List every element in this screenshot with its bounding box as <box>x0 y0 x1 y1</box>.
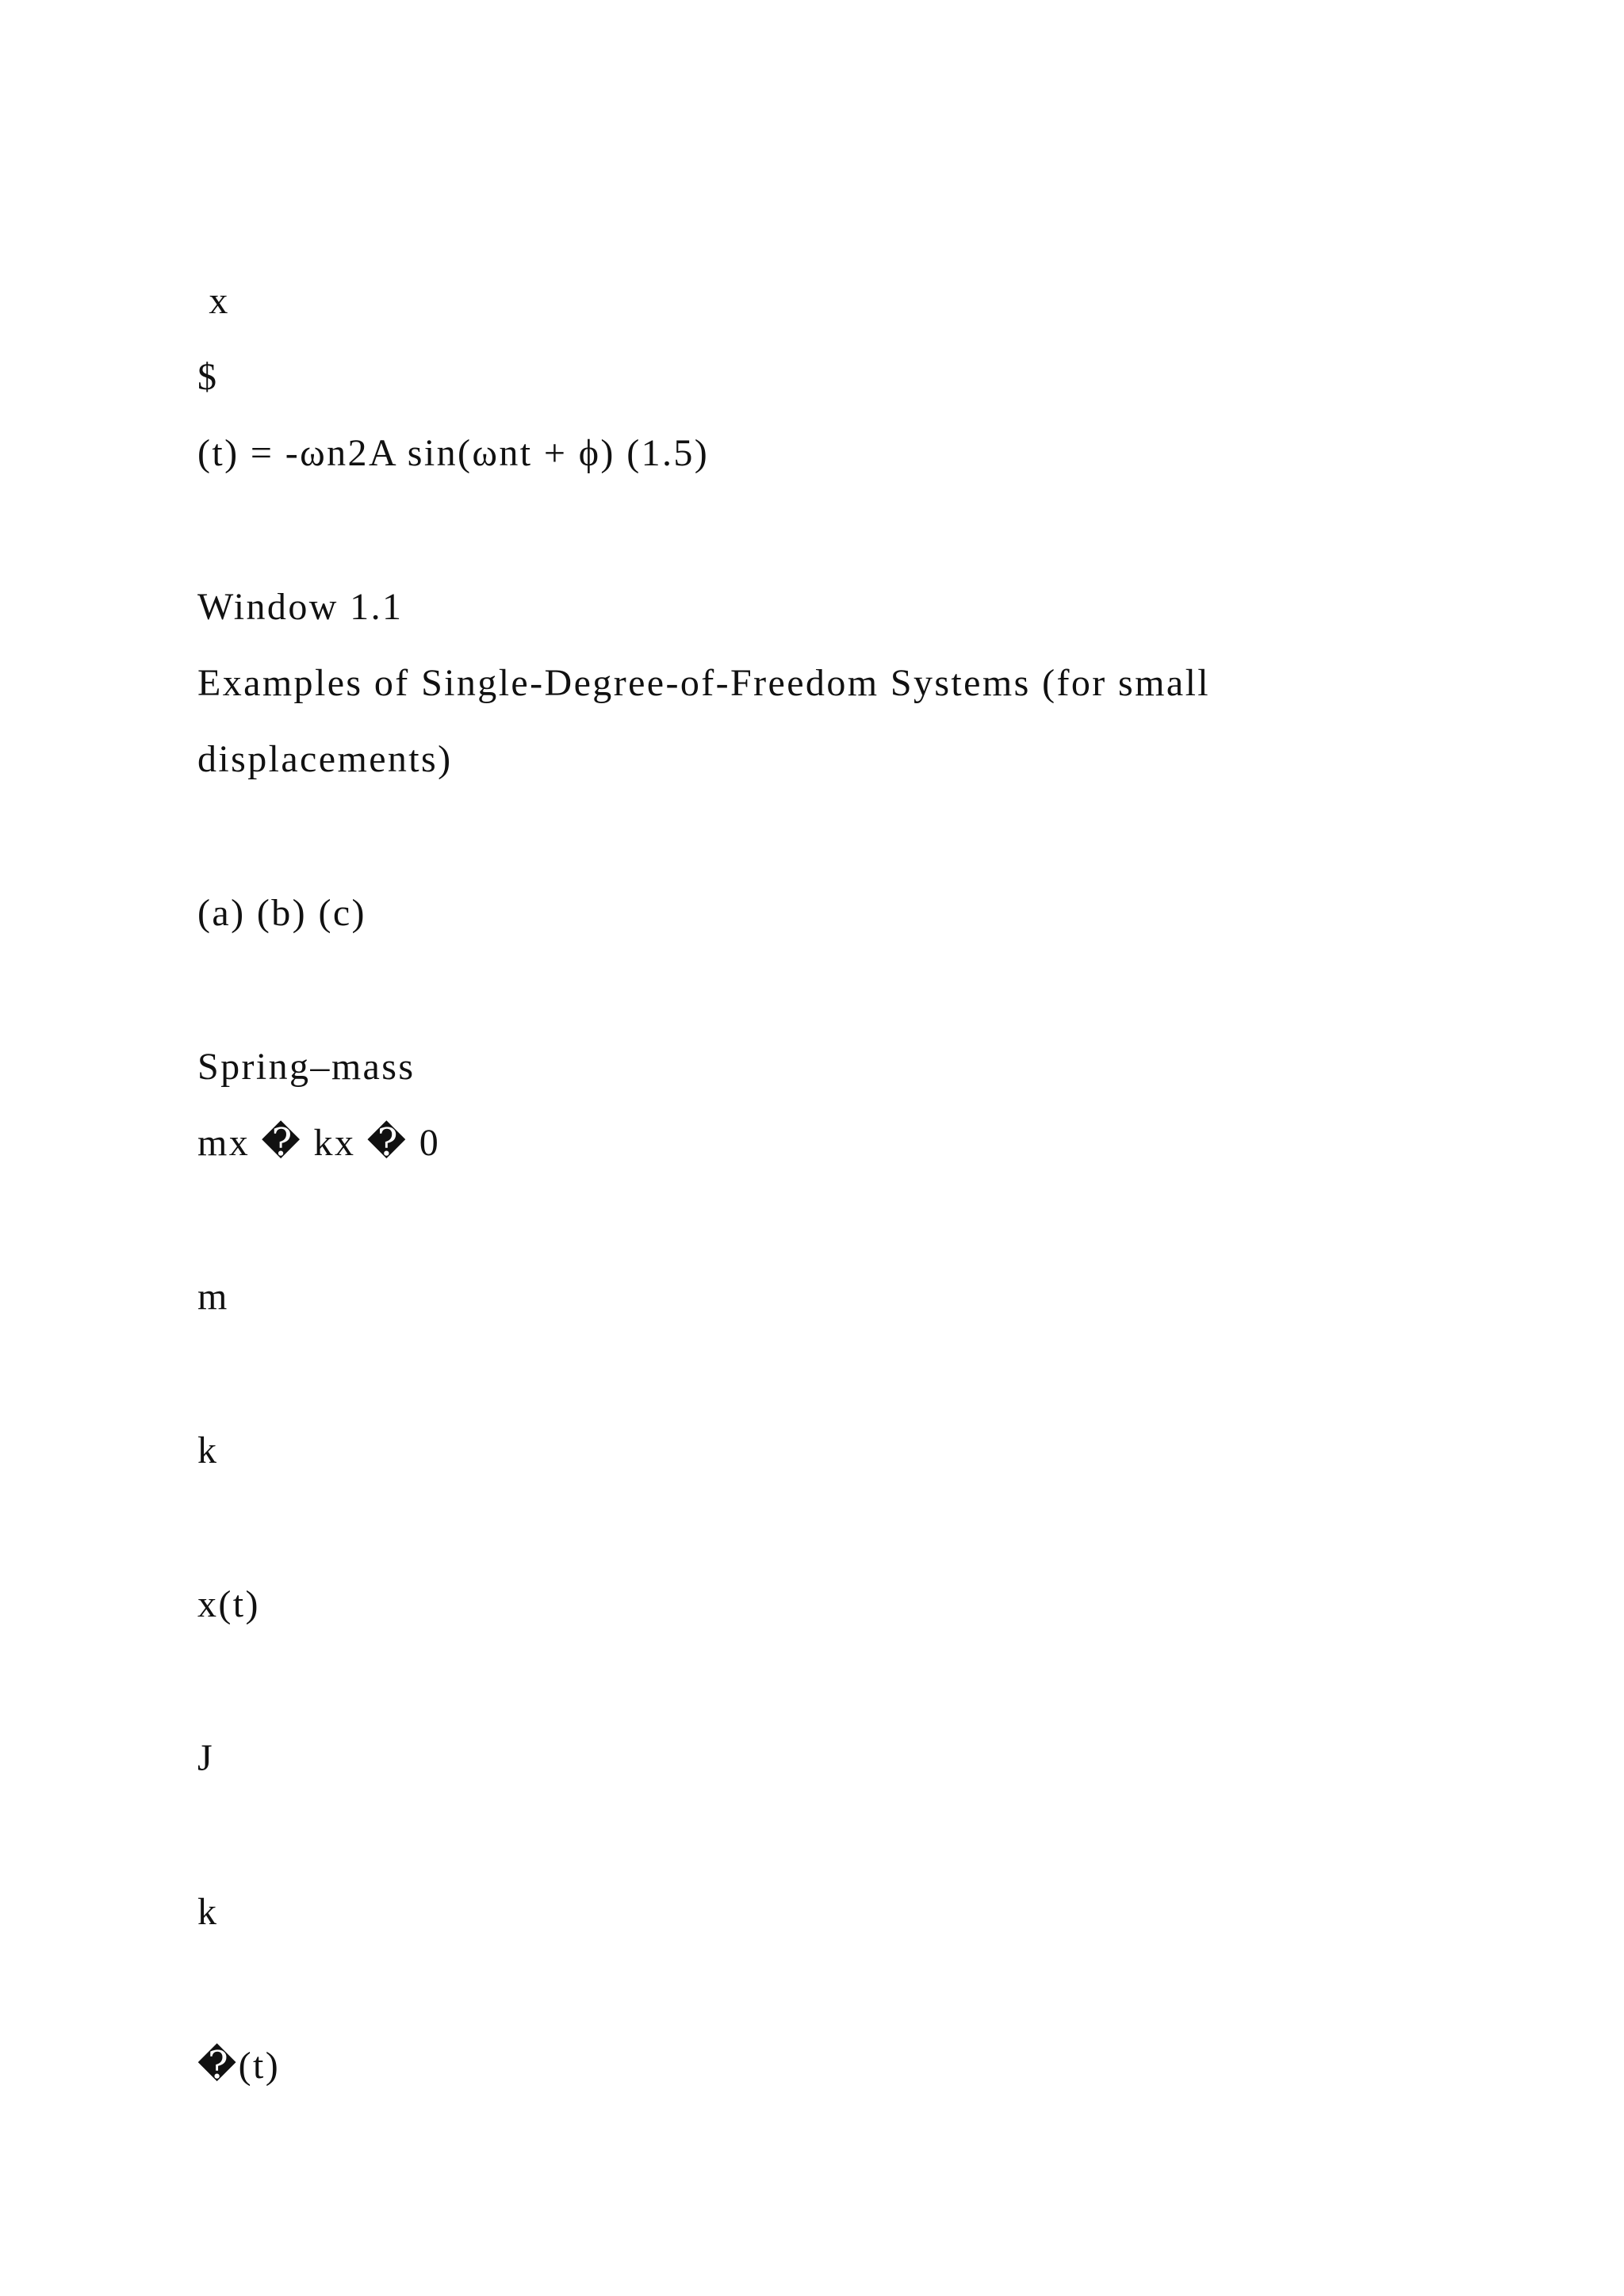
system-label-spring-mass: Spring–mass <box>197 1046 416 1088</box>
label-inertia: J <box>197 1737 215 1779</box>
window-title-continued: displacements) <box>197 738 453 780</box>
label-displacement: x(t) <box>197 1583 260 1625</box>
label-angular-displacement: �(t) <box>197 2045 281 2087</box>
window-title: Examples of Single-Degree-of-Freedom Systems (for small <box>197 662 1211 704</box>
label-stiffness: k <box>197 1429 219 1471</box>
label-torsional-stiffness: k <box>197 1891 219 1933</box>
equation-1-5: (t) = -ωn2A sin(ωnt + ϕ) (1.5) <box>197 432 710 474</box>
window-heading: Window 1.1 <box>197 586 404 628</box>
equation-variable-x: x <box>197 280 230 322</box>
label-mass: m <box>197 1276 229 1318</box>
equation-of-motion: mx � kx � 0 <box>197 1122 441 1164</box>
equation-symbol-dollar: $ <box>197 356 219 398</box>
figure-panel-labels: (a) (b) (c) <box>197 892 366 934</box>
